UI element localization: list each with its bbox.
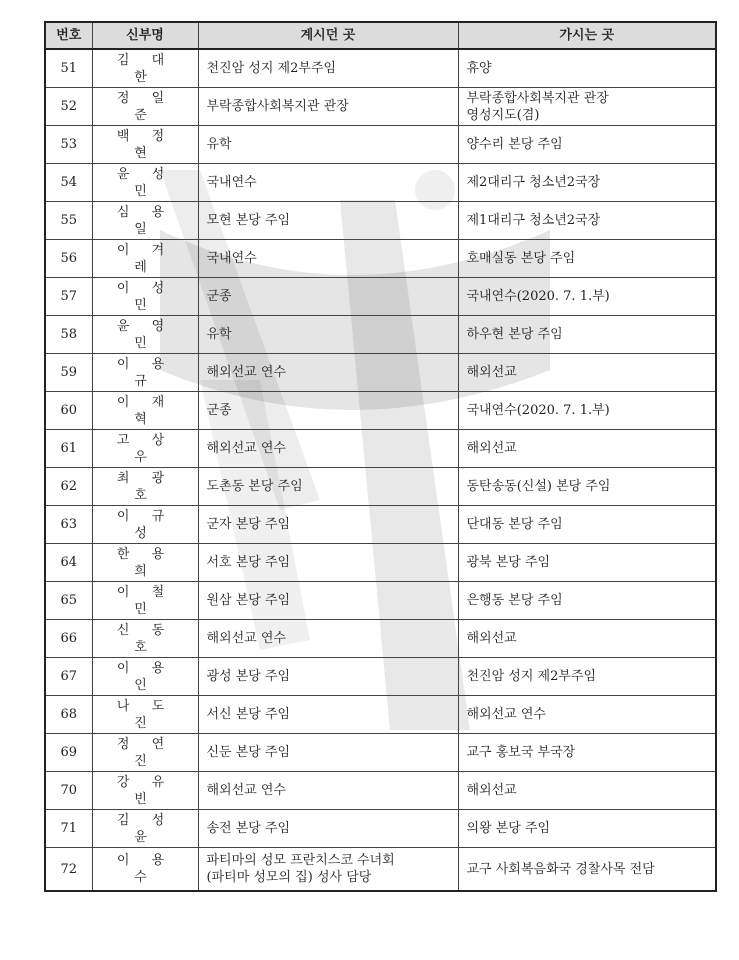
header-new-post: 가시는 곳 — [458, 22, 716, 49]
table-row — [45, 696, 716, 734]
cell-priest-name: 정 일 준 — [92, 88, 198, 126]
table-row — [45, 810, 716, 848]
cell-number: 60 — [45, 392, 92, 430]
cell-previous-post: 국내연수 — [198, 164, 458, 202]
cell-priest-name: 강 유 빈 — [92, 772, 198, 810]
cell-new-post: 은행동 본당 주임 — [458, 582, 716, 620]
cell-previous-post: 파티마의 성모 프란치스코 수녀회 (파티마 성모의 집) 성사 담당 — [198, 848, 458, 892]
cell-previous-post: 해외선교 연수 — [198, 430, 458, 468]
cell-previous-post: 해외선교 연수 — [198, 772, 458, 810]
cell-priest-name: 이 성 민 — [92, 278, 198, 316]
cell-priest-name: 심 용 일 — [92, 202, 198, 240]
cell-new-post: 호매실동 본당 주임 — [458, 240, 716, 278]
cell-new-post: 양수리 본당 주임 — [458, 126, 716, 164]
cell-number: 61 — [45, 430, 92, 468]
cell-new-post: 광북 본당 주임 — [458, 544, 716, 582]
cell-previous-post: 원삼 본당 주임 — [198, 582, 458, 620]
table-row — [45, 202, 716, 240]
cell-previous-post: 도촌동 본당 주임 — [198, 468, 458, 506]
cell-new-post: 해외선교 연수 — [458, 696, 716, 734]
table-row — [45, 430, 716, 468]
cell-priest-name: 김 성 윤 — [92, 810, 198, 848]
cell-priest-name: 나 도 진 — [92, 696, 198, 734]
cell-previous-post: 해외선교 연수 — [198, 354, 458, 392]
cell-number: 59 — [45, 354, 92, 392]
cell-previous-post: 국내연수 — [198, 240, 458, 278]
cell-previous-post: 송전 본당 주임 — [198, 810, 458, 848]
cell-priest-name: 고 상 우 — [92, 430, 198, 468]
cell-priest-name: 신 동 호 — [92, 620, 198, 658]
cell-number: 53 — [45, 126, 92, 164]
cell-number: 69 — [45, 734, 92, 772]
cell-new-post: 제2대리구 청소년2국장 — [458, 164, 716, 202]
table-row — [45, 544, 716, 582]
cell-number: 56 — [45, 240, 92, 278]
table-row — [45, 126, 716, 164]
cell-new-post: 해외선교 — [458, 772, 716, 810]
cell-priest-name: 한 용 희 — [92, 544, 198, 582]
cell-new-post: 휴양 — [458, 49, 716, 88]
cell-previous-post: 군종 — [198, 278, 458, 316]
table-row — [45, 734, 716, 772]
cell-priest-name: 이 규 성 — [92, 506, 198, 544]
cell-previous-post: 광성 본당 주임 — [198, 658, 458, 696]
cell-previous-post: 천진암 성지 제2부주임 — [198, 49, 458, 88]
cell-priest-name: 이 용 인 — [92, 658, 198, 696]
cell-new-post: 천진암 성지 제2부주임 — [458, 658, 716, 696]
table-row — [45, 278, 716, 316]
cell-priest-name: 정 연 진 — [92, 734, 198, 772]
cell-priest-name: 최 광 호 — [92, 468, 198, 506]
cell-priest-name: 윤 영 민 — [92, 316, 198, 354]
cell-new-post: 해외선교 — [458, 620, 716, 658]
cell-priest-name: 윤 성 민 — [92, 164, 198, 202]
cell-number: 64 — [45, 544, 92, 582]
header-number: 번호 — [45, 22, 92, 49]
table-row — [45, 316, 716, 354]
cell-number: 72 — [45, 848, 92, 892]
cell-new-post: 교구 사회복음화국 경찰사목 전담 — [458, 848, 716, 892]
cell-number: 66 — [45, 620, 92, 658]
table-row — [45, 506, 716, 544]
cell-priest-name: 김 대 한 — [92, 49, 198, 88]
table-body — [45, 49, 716, 891]
cell-number: 70 — [45, 772, 92, 810]
cell-number: 67 — [45, 658, 92, 696]
cell-new-post: 부락종합사회복지관 관장 영성지도(겸) — [458, 88, 716, 126]
table-row — [45, 88, 716, 126]
cell-number: 54 — [45, 164, 92, 202]
cell-priest-name: 이 재 혁 — [92, 392, 198, 430]
cell-priest-name: 이 용 규 — [92, 354, 198, 392]
cell-priest-name: 백 정 현 — [92, 126, 198, 164]
table-row — [45, 848, 716, 892]
table-row — [45, 240, 716, 278]
cell-previous-post: 서호 본당 주임 — [198, 544, 458, 582]
cell-number: 57 — [45, 278, 92, 316]
cell-previous-post: 군자 본당 주임 — [198, 506, 458, 544]
cell-number: 55 — [45, 202, 92, 240]
cell-priest-name: 이 철 민 — [92, 582, 198, 620]
table-row — [45, 392, 716, 430]
cell-new-post: 동탄송동(신설) 본당 주임 — [458, 468, 716, 506]
header-priest-name: 신부명 — [92, 22, 198, 49]
cell-new-post: 해외선교 — [458, 430, 716, 468]
cell-number: 58 — [45, 316, 92, 354]
cell-new-post: 하우현 본당 주임 — [458, 316, 716, 354]
cell-number: 63 — [45, 506, 92, 544]
clergy-assignment-table — [44, 21, 717, 892]
cell-new-post: 국내연수(2020. 7. 1.부) — [458, 278, 716, 316]
cell-previous-post: 신둔 본당 주임 — [198, 734, 458, 772]
cell-priest-name: 이 겨 레 — [92, 240, 198, 278]
cell-number: 62 — [45, 468, 92, 506]
cell-previous-post: 유학 — [198, 316, 458, 354]
cell-previous-post: 모현 본당 주임 — [198, 202, 458, 240]
cell-new-post: 제1대리구 청소년2국장 — [458, 202, 716, 240]
cell-previous-post: 군종 — [198, 392, 458, 430]
cell-number: 52 — [45, 88, 92, 126]
cell-previous-post: 서신 본당 주임 — [198, 696, 458, 734]
header-previous-post: 계시던 곳 — [198, 22, 458, 49]
cell-previous-post: 유학 — [198, 126, 458, 164]
table-row — [45, 582, 716, 620]
cell-new-post: 국내연수(2020. 7. 1.부) — [458, 392, 716, 430]
table-row — [45, 468, 716, 506]
cell-previous-post: 해외선교 연수 — [198, 620, 458, 658]
table-row — [45, 620, 716, 658]
cell-new-post: 의왕 본당 주임 — [458, 810, 716, 848]
cell-number: 51 — [45, 49, 92, 88]
table-row — [45, 354, 716, 392]
cell-previous-post: 부락종합사회복지관 관장 — [198, 88, 458, 126]
cell-number: 68 — [45, 696, 92, 734]
cell-new-post: 단대동 본당 주임 — [458, 506, 716, 544]
cell-priest-name: 이 용 수 — [92, 848, 198, 892]
cell-number: 65 — [45, 582, 92, 620]
table-row — [45, 49, 716, 88]
table-row — [45, 164, 716, 202]
table-row — [45, 772, 716, 810]
cell-number: 71 — [45, 810, 92, 848]
cell-new-post: 해외선교 — [458, 354, 716, 392]
table-row — [45, 658, 716, 696]
table-header-row — [45, 22, 716, 49]
cell-new-post: 교구 홍보국 부국장 — [458, 734, 716, 772]
